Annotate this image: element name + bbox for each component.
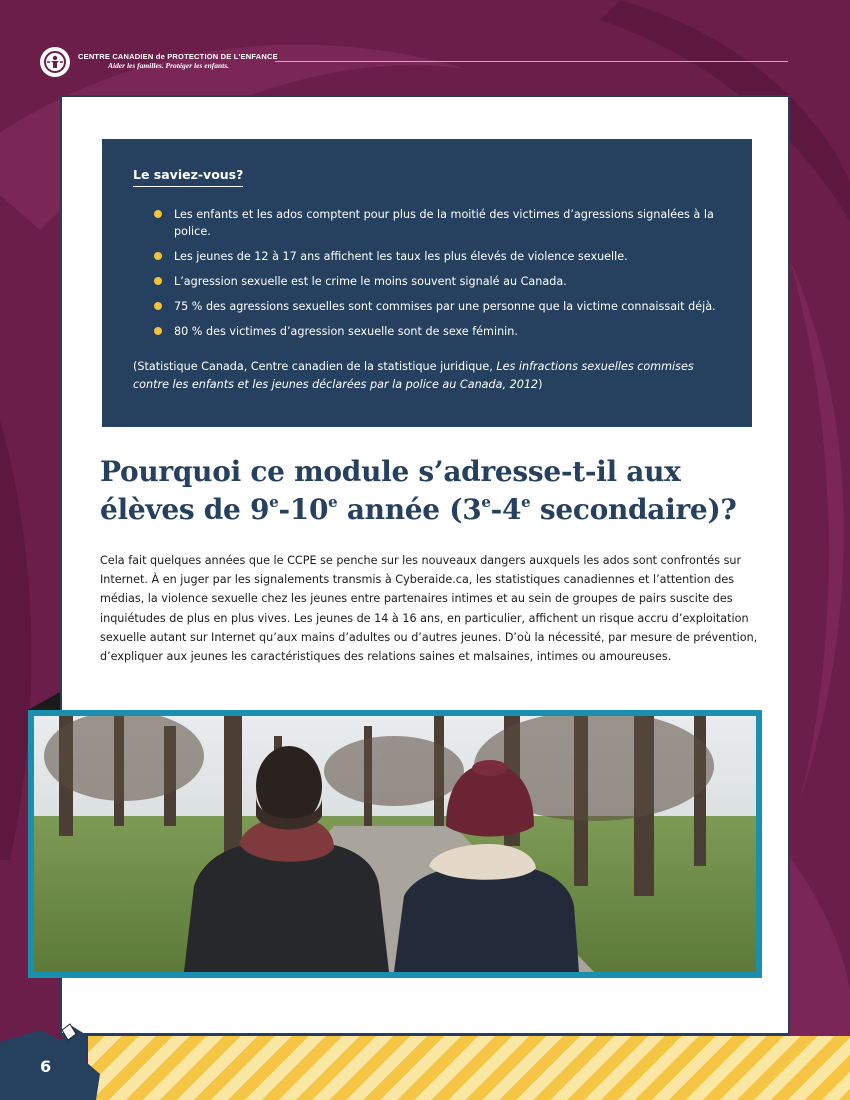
- photo-corner-shadow: [28, 692, 60, 710]
- bullet-icon: [154, 277, 162, 285]
- facts-list: [154, 206, 724, 348]
- teen-couple-photo: [34, 716, 756, 972]
- bullet-icon: [154, 210, 162, 218]
- footer-stripes: [88, 1036, 850, 1100]
- section-heading: Pourquoi ce module s’adresse-t-il aux élèves de 9e-10e année (3e-4e secondaire)?: [100, 455, 737, 526]
- org-tagline: Aider les familles. Protéger les enfants.: [108, 61, 230, 70]
- header: [40, 46, 278, 78]
- infobox-title: Le saviez-vous?: [133, 167, 243, 187]
- child-protection-icon: [43, 50, 67, 74]
- source-citation: (Statistique Canada, Centre canadien de la statistique juridique, Les infractions sexuelles commises contre les enfants et les jeunes déclarées par la police au Canada, 2012): [133, 360, 694, 391]
- did-you-know-box: [102, 139, 752, 427]
- bullet-icon: [154, 327, 162, 335]
- list-item: 75 % des agressions sexuelles sont commises par une personne que la victime connaissait déjà.: [154, 298, 724, 315]
- body-paragraph: Cela fait quelques années que le CCPE se penche sur les nouveaux dangers auxquels les ados sont confrontés sur Internet. À en juger par les signalements transmis à Cyberaide.ca, les statistiques canadiennes et l’attention des médias, la violence sexuelle chez les jeunes entre partenaires intimes et au sein de groupes de pairs suscite des inquiétudes de plus en plus vives. Les jeunes de 14 à 16 ans, en particulier, affichent un risque accru d’exploitation sexuelle autant sur Internet qu’aux mains d’adultes ou d’autres jeunes. D’où la nécessité, par mesure de prévention, d’expliquer aux jeunes les caractéristiques des relations saines et malsaines, intimes ou amoureuses.: [100, 554, 758, 664]
- header-rule: [275, 61, 788, 62]
- page-number: 6: [40, 1057, 52, 1076]
- org-name: CENTRE CANADIEN de PROTECTION DE L'ENFANCE: [78, 52, 278, 62]
- list-item: 80 % des victimes d’agression sexuelle sont de sexe féminin.: [154, 323, 724, 340]
- bullet-icon: [154, 252, 162, 260]
- list-item: L’agression sexuelle est le crime le moins souvent signalé au Canada.: [154, 273, 724, 290]
- bullet-icon: [154, 302, 162, 310]
- list-item: Les enfants et les ados comptent pour plus de la moitié des victimes d’agressions signalées à la police.: [154, 206, 724, 240]
- logo: [40, 47, 70, 77]
- photo-frame: [28, 710, 762, 978]
- list-item: Les jeunes de 12 à 17 ans affichent les taux les plus élevés de violence sexuelle.: [154, 248, 724, 265]
- source-title: Les infractions sexuelles commises contre les enfants et les jeunes déclarées par la police au Canada, 2012: [133, 360, 694, 391]
